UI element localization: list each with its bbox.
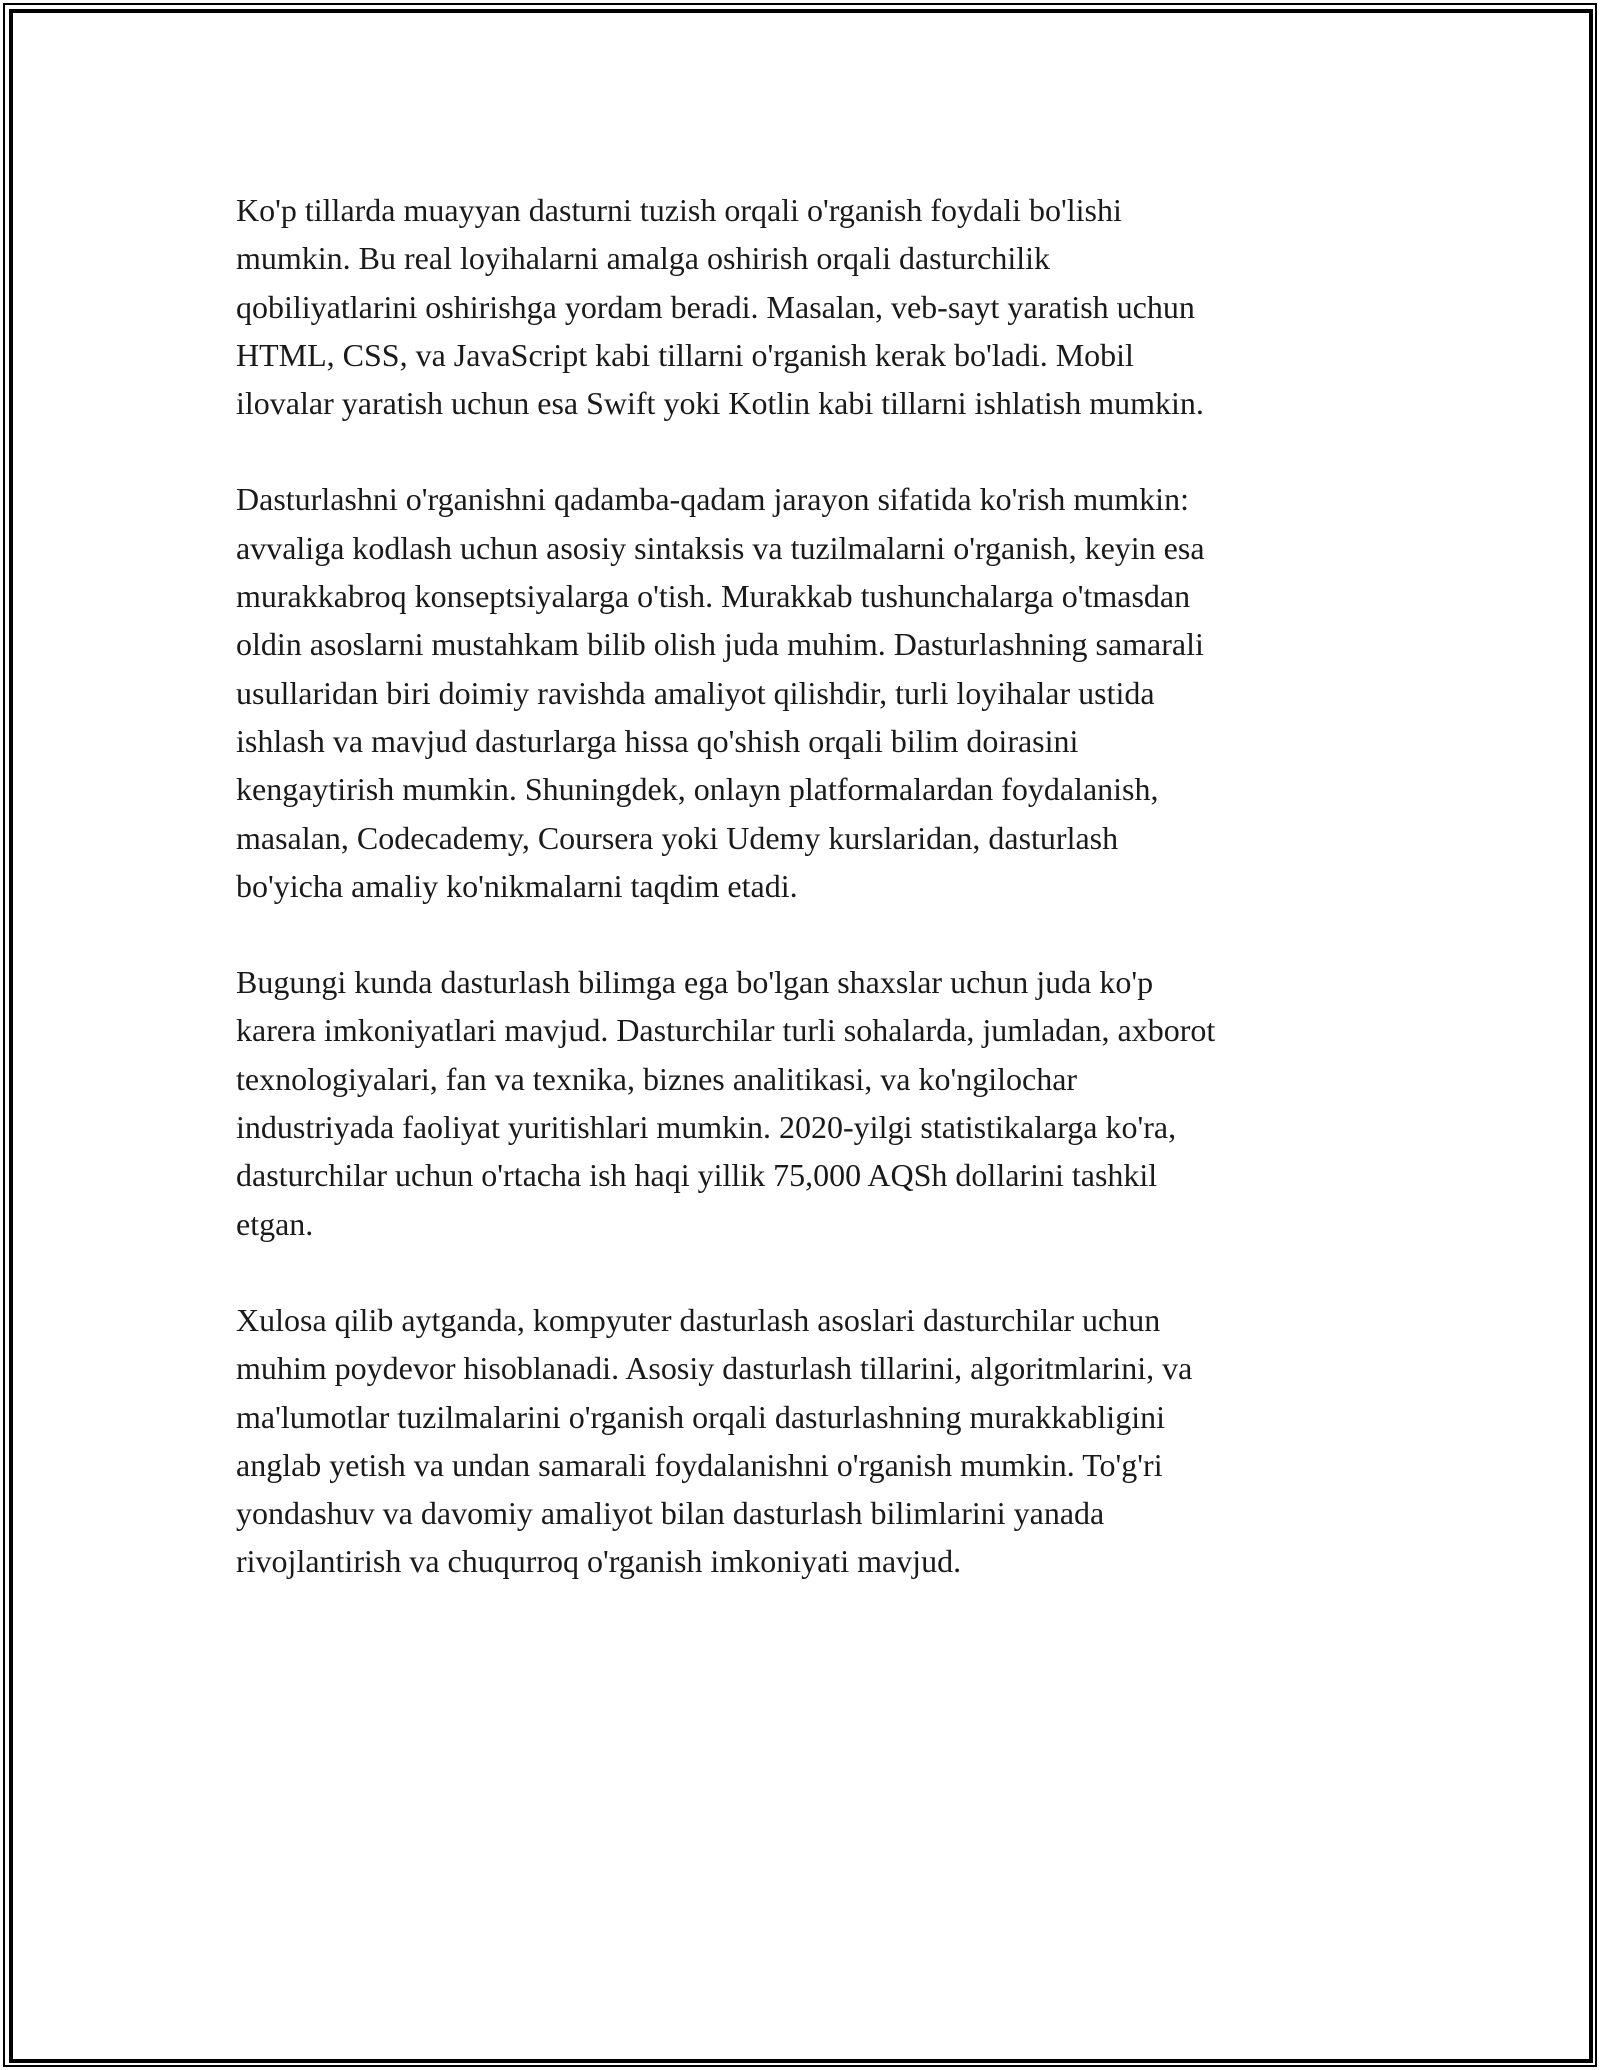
paragraph-1 [236,186,1386,427]
paragraph-line: rivojlantirish va chuqurroq o'rganish imkoniyati mavjud. [236,1543,962,1580]
paragraph-line: Bugungi kunda dasturlash bilimga ega bo'lgan shaxslar uchun juda ko'p [236,964,1154,1001]
paragraph-line: HTML, CSS, va JavaScript kabi tillarni o'rganish kerak bo'ladi. Mobil [236,336,1134,373]
paragraph-line: etgan. [236,1205,314,1242]
paragraph-line: Dasturlashni o'rganishni qadamba-qadam jarayon sifatida ko'rish mumkin: [236,481,1189,518]
paragraph-line: yondashuv va davomiy amaliyot bilan dasturlash bilimlarini yanada [236,1495,1105,1532]
paragraph-line: ilovalar yaratish uchun esa Swift yoki Kotlin kabi tillarni ishlatish mumkin. [236,385,1204,422]
paragraph-line: muhim poydevor hisoblanadi. Asosiy dasturlash tillarini, algoritmlarini, va [236,1350,1193,1387]
paragraph-line: industriyada faoliyat yuritishlari mumkin. 2020-yilgi statistikalarga ko'ra, [236,1109,1177,1146]
paragraph-line: dasturchilar uchun o'rtacha ish haqi yillik 75,000 AQSh dollarini tashkil [236,1157,1158,1194]
paragraph-line: murakkabroq konseptsiyalarga o'tish. Murakkab tushunchalarga o'tmasdan [236,578,1191,615]
paragraph-line: Ko'p tillarda muayyan dasturni tuzish orqali o'rganish foydali bo'lishi [236,192,1122,228]
document-body [236,186,1386,1634]
paragraph-line: oldin asoslarni mustahkam bilib olish juda muhim. Dasturlashning samarali [236,626,1204,663]
paragraph-3 [236,958,1386,1248]
paragraph-line: avvaliga kodlash uchun asosiy sintaksis va tuzilmalarni o'rganish, keyin esa [236,529,1205,566]
paragraph-line: qobiliyatlarini oshirishga yordam beradi. Masalan, veb-sayt yaratish uchun [236,288,1195,325]
paragraph-line: karera imkoniyatlari mavjud. Dasturchilar turli sohalarda, jumladan, axborot [236,1012,1216,1049]
paragraph-line: Xulosa qilib aytganda, kompyuter dasturlash asoslari dasturchilar uchun [236,1301,1161,1338]
paragraph-line: masalan, Codecademy, Coursera yoki Udemy kurslaridan, dasturlash [236,819,1119,856]
paragraph-line: anglab yetish va undan samarali foydalanishni o'rganish mumkin. To'g'ri [236,1446,1163,1483]
paragraph-2 [236,475,1386,910]
paragraph-line: mumkin. Bu real loyihalarni amalga oshirish orqali dasturchilik [236,240,1051,277]
paragraph-line: usullaridan biri doimiy ravishda amaliyot qilishdir, turli loyihalar ustida [236,674,1155,711]
paragraph-line: bo'yicha amaliy ko'nikmalarni taqdim etadi. [236,867,798,904]
paragraph-line: ma'lumotlar tuzilmalarini o'rganish orqali dasturlashning murakkabligini [236,1398,1165,1435]
paragraph-line: ishlash va mavjud dasturlarga hissa qo'shish orqali bilim doirasini [236,722,1079,759]
paragraph-4 [236,1296,1386,1586]
paragraph-line: kengaytirish mumkin. Shuningdek, onlayn platformalardan foydalanish, [236,771,1159,808]
paragraph-line: texnologiyalari, fan va texnika, biznes analitikasi, va ko'ngilochar [236,1060,1078,1097]
